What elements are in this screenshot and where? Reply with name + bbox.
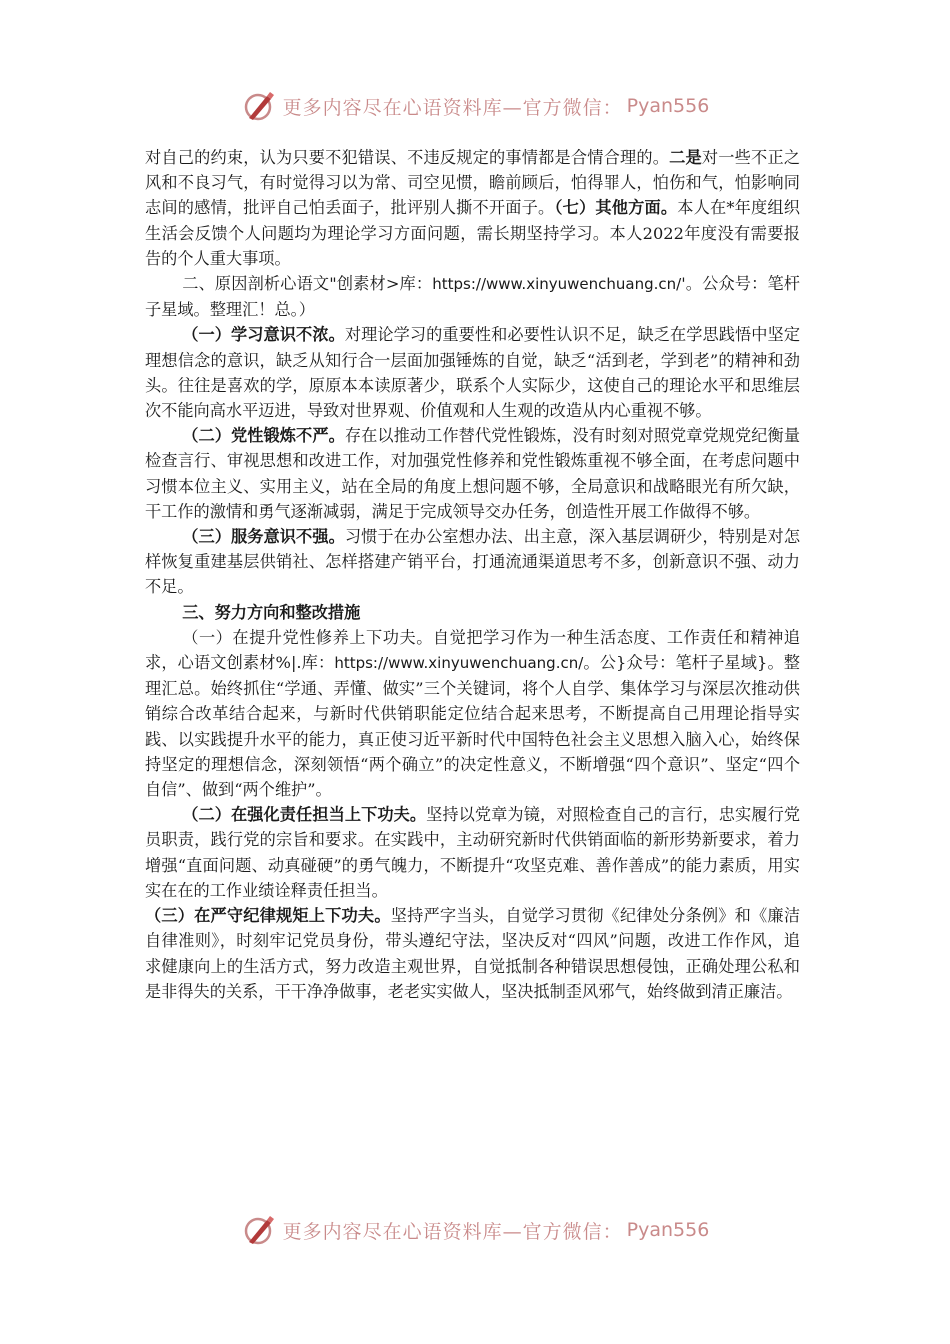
text-run: （一）在提升党性修养上下功夫。自觉把学习作为一种生活态度、工作责任和精神追求，心语文创素材%|.库： — [145, 627, 800, 673]
watermark-id: Pyan556 — [626, 95, 710, 117]
paragraph-8 — [145, 802, 800, 903]
section-heading: （三）服务意识不强。 — [182, 527, 345, 547]
section-heading: 三、努力方向和整改措施 — [182, 602, 361, 622]
text-run: 。公}众号：笔杆子星域}。整理汇总。始终抓住“学通、弄懂、做实”三个关键词，将个人自学、集体学习与深层次推动供销综合改革结合起来，与新时代供销职能定位结合起来思考，不断提高自己用理论指导实践、以实践提升水平的能力，真正使习近平新时代中国特色社会主义思想入脑入心，始终保持坚定的理想信念，深刻领悟“两个确立”的决定性意义，不断增强“四个意识”、坚定“四个自信”、做到“两个维护”。 — [145, 653, 800, 800]
text-run: 本人在*年度组织生活会反馈个人问题均为理论学习方面问题，需长期坚持学习。本人2022年度没有需要报告的个人重大事项。 — [145, 198, 800, 268]
bold-run: （七）其他方面。 — [554, 198, 678, 218]
paragraph-9 — [145, 903, 800, 1004]
pen-circle-logo-icon — [241, 88, 277, 124]
text-run: '。公众号：笔杆子星域。整理汇！总。） — [145, 274, 800, 320]
text-run: 坚持以党章为镜，对照检查自己的言行，忠实履行党员职责，践行党的宗旨和要求。在实践中，主动研究新时代供销面临的新形势新要求，着力增强“直面问题、动真碰硬”的勇气魄力，不断提升“攻坚克难、善作善成”的能力素质，用实实在在的工作业绩诠释责任担当。 — [145, 805, 801, 900]
paragraph-2 — [145, 271, 800, 322]
text-run: 对理论学习的重要性和必要性认识不足，缺乏在学思践悟中坚定理想信念的意识，缺乏从知行合一层面加强锤炼的自觉，缺乏“活到老，学到老”的精神和劲头。往往是喜欢的学，原原本本读原著少，联系个人实际少，这使自己的理论水平和思维层次不能向高水平迈进，导致对世界观、价值观和人生观的改造从内心重视不够。 — [145, 325, 801, 421]
text-run: 存在以推动工作替代党性锻炼，没有时刻对照党章党规党纪衡量检查言行、审视思想和改进工作，对加强党性修养和党性锻炼重视不够全面，在考虑问题中习惯本位主义、实用主义，站在全局的角度上想问题不够，全局意识和战略眼光有所欠缺，干工作的激情和勇气逐渐减弱，满足于完成领导交办任务，创造性开展工作做得不够。 — [145, 426, 801, 521]
section-heading: （一）学习意识不浓。 — [182, 325, 345, 345]
watermark-text: 更多内容尽在心语资料库—官方微信： — [282, 96, 623, 119]
paragraph-7 — [145, 625, 800, 802]
paragraph-6 — [145, 600, 800, 625]
document-body — [145, 145, 800, 1004]
section-heading: （二）党性锻炼不严。 — [182, 426, 345, 446]
pen-circle-logo-icon — [241, 1212, 277, 1248]
text-run: 坚持严字当头，自觉学习贯彻《纪律处分条例》和《廉洁自律准则》，时刻牢记党员身份，带头遵纪守法，坚决反对“四风”问题，改进工作作风，追求健康向上的生活方式，努力改造主观世界，自觉抵制各种错误思想侵蚀，正确处理公私和是非得失的关系，干干净净做事，老老实实做人，坚决抵制歪风邪气，始终做到清正廉洁。 — [145, 906, 801, 1001]
text-run: 二、原因剖析心语文"创素材>库： — [182, 274, 433, 294]
section-heading: （三）在严守纪律规矩上下功夫。 — [145, 906, 391, 926]
paragraph-4 — [145, 423, 800, 524]
watermark-text: 更多内容尽在心语资料库—官方微信： — [282, 1220, 623, 1243]
paragraph-5 — [145, 524, 800, 600]
footer-watermark — [0, 1210, 950, 1250]
paragraph-3 — [145, 322, 800, 423]
url-text: https://www.xinyuwenchuang.cn/ — [432, 275, 682, 294]
text-run: 习惯于在办公室想办法、出主意，深入基层调研少，特别是对怎样恢复重建基层供销社、怎样搭建产销平台，打通流通渠道思考不多，创新意识不强、动力不足。 — [145, 527, 801, 597]
text-run: 对自己的约束，认为只要不犯错误、不违反规定的事情都是合情合理的。 — [145, 148, 670, 167]
paragraph-1 — [145, 145, 800, 271]
watermark-id: Pyan556 — [626, 1219, 710, 1241]
header-watermark — [0, 86, 950, 126]
bold-run: 二是 — [669, 148, 702, 167]
section-heading: （二）在强化责任担当上下功夫。 — [182, 805, 427, 825]
text-run: 对一些不正之风和不良习气，有时觉得习以为常、司空见惯，瞻前顾后，怕得罪人，怕伤和气，怕影响同志间的感情，批评自己怕丢面子，批评别人撕不开面子。 — [145, 148, 801, 218]
url-text: https://www.xinyuwenchuang.cn/ — [334, 654, 584, 673]
